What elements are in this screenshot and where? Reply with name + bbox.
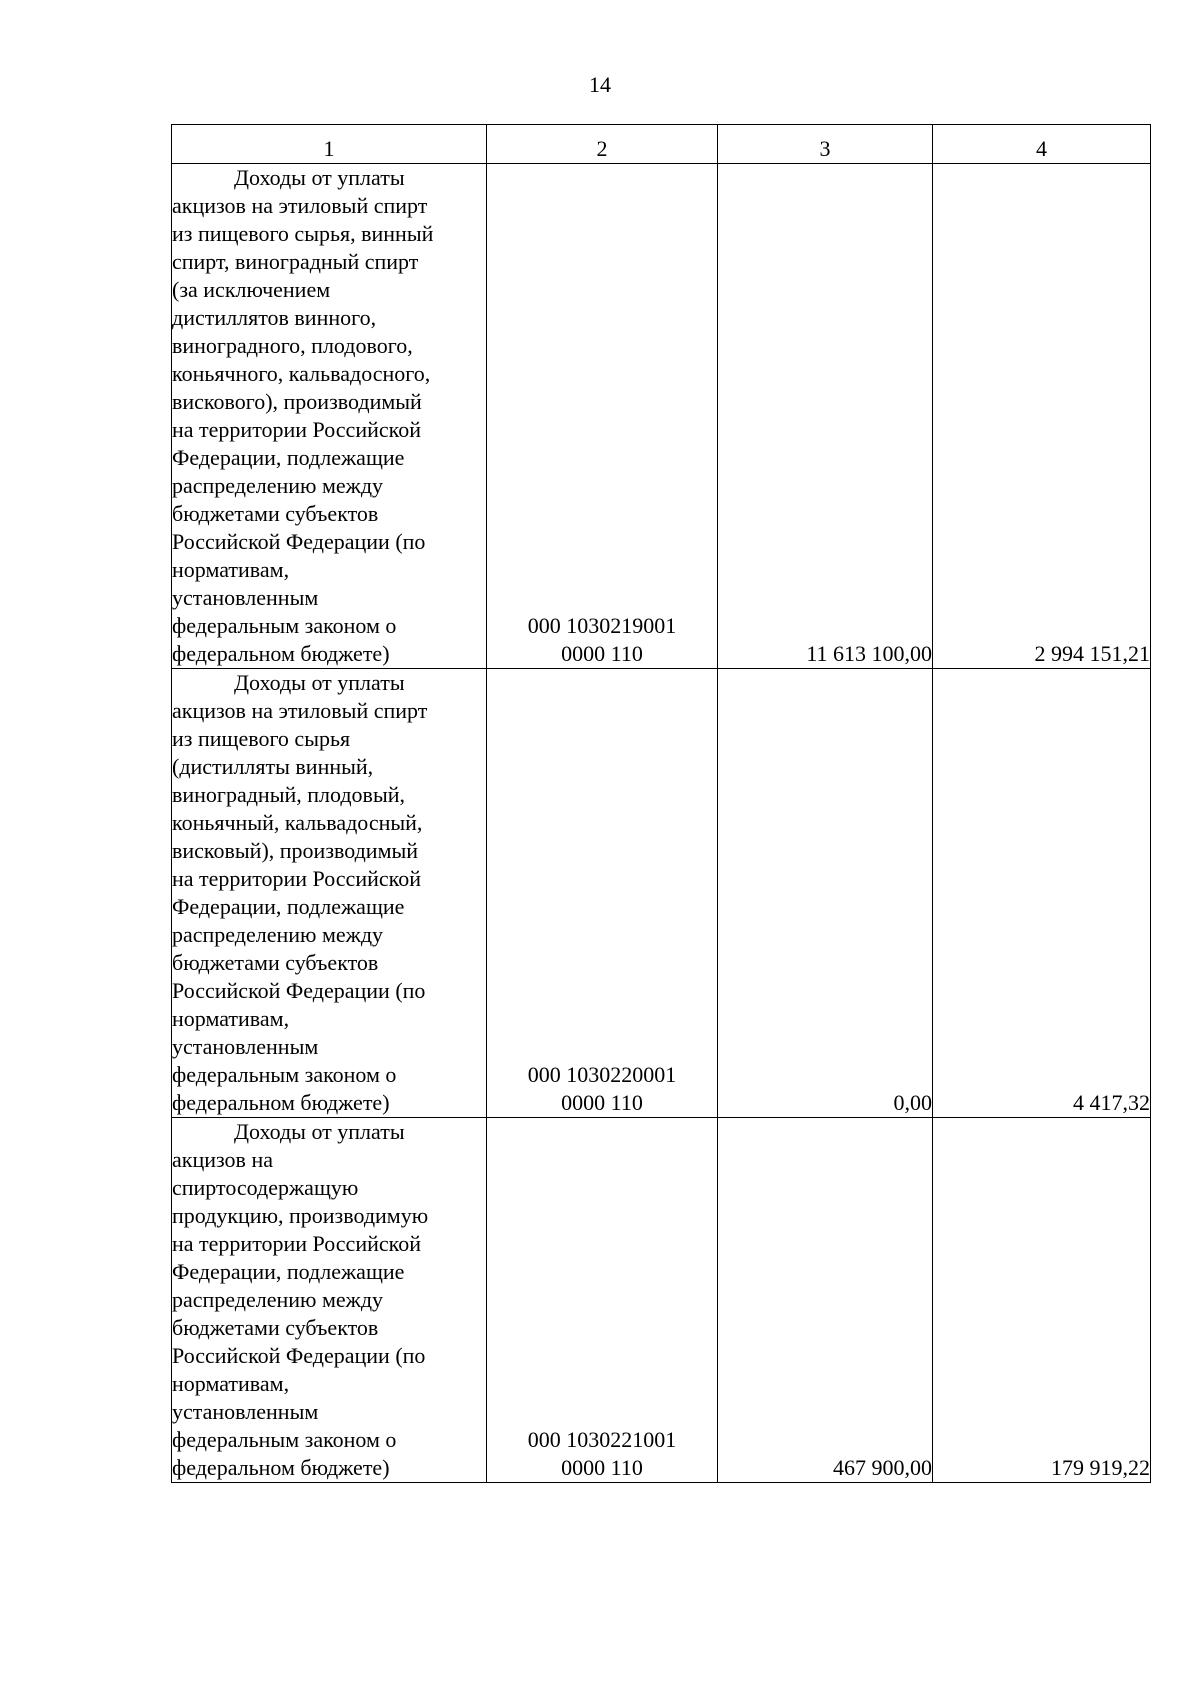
table-row	[172, 669, 1151, 1118]
income-name-line: виноградного, плодового,	[172, 333, 413, 358]
income-name-line: спиртосодержащую	[172, 1175, 359, 1200]
amount-col3-cell: 467 900,00	[718, 1118, 933, 1483]
income-name-line: на территории Российской	[172, 417, 421, 442]
income-name-line: из пищевого сырья	[172, 726, 351, 751]
income-name-line: бюджетами субъектов	[172, 501, 379, 526]
amount-col4-cell: 4 417,32	[933, 669, 1151, 1118]
income-name-line: спирт, виноградный спирт	[172, 249, 419, 274]
amount-col4-cell: 179 919,22	[933, 1118, 1151, 1483]
income-name-line: установленным	[172, 585, 319, 610]
income-name-line: федеральным законом о	[172, 1427, 397, 1452]
income-name-cell	[172, 1118, 487, 1483]
income-name-line: Российской Федерации (по	[172, 1343, 426, 1368]
income-name-line: на территории Российской	[172, 1231, 421, 1256]
amount-col3-cell: 0,00	[718, 669, 933, 1118]
budget-code-line: 000 1030219001	[527, 613, 677, 638]
revenue-table	[171, 124, 1151, 1483]
budget-code-line: 0000 110	[561, 641, 643, 666]
income-name-line: Российской Федерации (по	[172, 529, 426, 554]
income-name-line: акцизов на этиловый спирт	[172, 193, 428, 218]
income-name-line: вискового), производимый	[172, 389, 422, 414]
income-name-line: (дистилляты винный,	[172, 754, 374, 779]
income-name-line: (за исключением	[172, 277, 331, 302]
revenue-table-body	[172, 125, 1151, 1483]
income-name-line: федеральном бюджете)	[172, 641, 390, 666]
budget-code-line: 000 1030220001	[527, 1062, 677, 1087]
income-name-line: Федерации, подлежащие	[172, 1259, 405, 1284]
income-name-line: виноградный, плодовый,	[172, 782, 405, 807]
income-name-line: установленным	[172, 1399, 319, 1424]
income-name-line: нормативам,	[172, 557, 290, 582]
income-name-line: Российской Федерации (по	[172, 978, 426, 1003]
table-row	[172, 1118, 1151, 1483]
income-name-line: бюджетами субъектов	[172, 950, 379, 975]
income-name-line: Федерации, подлежащие	[172, 445, 405, 470]
amount-col3-cell: 11 613 100,00	[718, 164, 933, 669]
budget-code-cell	[487, 164, 718, 669]
income-name-line: из пищевого сырья, винный	[172, 221, 434, 246]
amount-col4-cell: 2 994 151,21	[933, 164, 1151, 669]
table-row	[172, 164, 1151, 669]
budget-code-cell	[487, 1118, 718, 1483]
income-name-line: висковый), производимый	[172, 838, 419, 863]
income-name-line: продукцию, производимую	[172, 1203, 429, 1228]
income-name-line: распределению между	[172, 1287, 384, 1312]
income-name-line: дистиллятов винного,	[172, 305, 377, 330]
column-header-2: 2	[487, 125, 718, 164]
income-name-line: федеральном бюджете)	[172, 1090, 390, 1115]
income-name-line: коньячный, кальвадосный,	[172, 810, 423, 835]
income-name-line: Федерации, подлежащие	[172, 894, 405, 919]
budget-code-cell	[487, 669, 718, 1118]
page-number: 14	[589, 72, 611, 97]
income-name-line: нормативам,	[172, 1006, 290, 1031]
income-name-cell	[172, 164, 487, 669]
budget-code-line: 0000 110	[561, 1090, 643, 1115]
table-header-row	[172, 125, 1151, 164]
budget-code-line: 000 1030221001	[527, 1427, 677, 1452]
income-name-line: акцизов на этиловый спирт	[172, 698, 428, 723]
income-name-line: Доходы от уплаты	[234, 165, 405, 190]
income-name-line: на территории Российской	[172, 866, 421, 891]
column-header-4: 4	[933, 125, 1151, 164]
income-name-line: федеральном бюджете)	[172, 1455, 390, 1480]
budget-code-line: 0000 110	[561, 1455, 643, 1480]
income-name-cell	[172, 669, 487, 1118]
income-name-line: Доходы от уплаты	[234, 1119, 405, 1144]
column-header-3: 3	[718, 125, 933, 164]
income-name-line: федеральным законом о	[172, 613, 397, 638]
income-name-line: распределению между	[172, 473, 384, 498]
income-name-line: федеральным законом о	[172, 1062, 397, 1087]
income-name-line: коньячного, кальвадосного,	[172, 361, 431, 386]
column-header-1: 1	[172, 125, 487, 164]
income-name-line: бюджетами субъектов	[172, 1315, 379, 1340]
income-name-line: распределению между	[172, 922, 384, 947]
income-name-line: акцизов на	[172, 1147, 273, 1172]
income-name-line: Доходы от уплаты	[234, 670, 405, 695]
income-name-line: нормативам,	[172, 1371, 290, 1396]
income-name-line: установленным	[172, 1034, 319, 1059]
